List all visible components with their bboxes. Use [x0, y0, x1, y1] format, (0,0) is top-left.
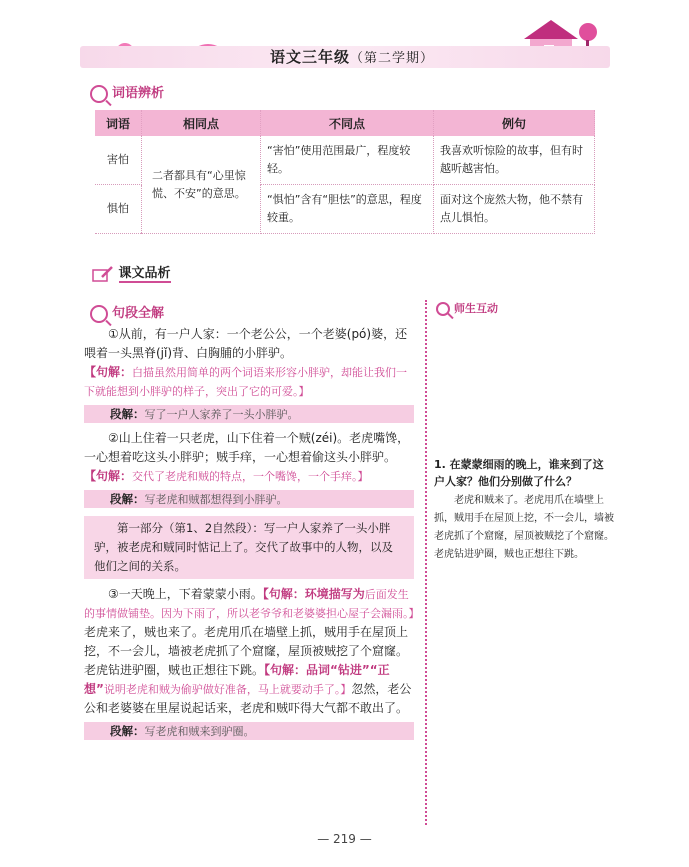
main-column: [84, 325, 420, 740]
column-divider: [425, 300, 427, 825]
page-number: — 219 —: [317, 832, 372, 846]
grade-title: 语文三年级: [270, 48, 351, 66]
paragraph-summary-bar-2: 段解：写老虎和贼都想得到小胖驴。: [84, 490, 414, 508]
header-title: [270, 46, 434, 67]
paragraph-summary-bar-1: 段解：写了一户人家养了一头小胖驴。: [84, 405, 414, 423]
word-comparison-table: [95, 110, 595, 234]
sentence-note-2: 【句解：交代了老虎和贼的特点，一个嘴馋，一个手痒。】: [84, 469, 369, 483]
magnifier-icon: [436, 302, 450, 316]
paragraph-2: ②山上住着一只老虎，山下住着一个贼(zéi)。老虎嘴馋，一心想着吃这头小胖驴；贼手痒，一心想着偷这头小胖驴。: [84, 431, 410, 464]
sentence-note-1: 【句解：白描虽然用简单的两个词语来形容小胖驴，却能让我们一下就能想到小胖驴的样子，突出了它的可爱。】: [84, 365, 408, 398]
difference-cell: “害怕”使用范围最广，程度较轻。: [261, 136, 434, 185]
word-cell: 害怕: [95, 136, 142, 185]
paragraph-summary-bar-3: 段解：写老虎和贼来到驴圈。: [84, 722, 414, 740]
semester-subtitle: （第二学期）: [350, 51, 435, 66]
column-header: 词语: [95, 110, 142, 136]
side-question: 1. 在蒙蒙细雨的晚上，谁来到了这户人家？他们分别做了什么？: [434, 458, 604, 488]
word-cell: 惧怕: [95, 185, 142, 234]
side-title: 师生互动: [436, 300, 498, 316]
pencil-book-icon: [92, 265, 114, 283]
magnifier-icon: [90, 305, 108, 323]
section-title-word-analysis: 词语辨析: [90, 82, 164, 103]
difference-cell: “惧怕”含有“胆怯”的意思，程度较重。: [261, 185, 434, 234]
paragraph-1: ①从前，有一户人家：一个老公公，一个老婆(pó)婆，还喂着一头黑脊(jǐ)背、白胸脯的小胖驴。: [84, 327, 408, 360]
column-header: 例句: [434, 110, 595, 136]
example-cell: 我喜欢听惊险的故事，但有时越听越害怕。: [434, 136, 595, 185]
column-header: 不同点: [261, 110, 434, 136]
section-title-sentence-analysis: 句段全解: [90, 302, 164, 323]
table-row: [95, 136, 595, 185]
part-summary-box: 第一部分（第1、2自然段）：写一户人家养了一头小胖驴，被老虎和贼同时惦记上了。交代了故事中的人物，以及他们之间的关系。: [84, 516, 414, 579]
magnifier-icon: [90, 85, 108, 103]
column-header: 相同点: [142, 110, 261, 136]
side-answer: 老虎和贼来了。老虎用爪在墙壁上抓，贼用手在屋顶上挖，不一会儿，墙被老虎抓了个窟窿，屋顶被贼挖了个窟窿。老虎钻进驴圈，贼也正想往下跳。: [434, 495, 614, 560]
table-header-row: [95, 110, 595, 136]
example-cell: 面对这个庞然大物，他不禁有点儿惧怕。: [434, 185, 595, 234]
section-title-text-analysis: 课文品析: [92, 262, 171, 283]
paragraph-3: ③一天晚上，下着蒙蒙小雨。【句解：环境描写为后面发生的事情做铺垫。因为下雨了，所以老爷爷和老婆婆担心屋子会漏雨。】老虎来了，贼也来了。老虎用爪在墙壁上抓，贼用手在屋顶上挖，不一会儿，墙被老虎抓了个窟窿，屋顶被贼挖了个窟窿。老虎钻进驴圈，贼也正想往下跳。【句解：品词“钻进”“正想”说明老虎和贼为偷驴做好准备，马上就要动手了。】忽然，老公公和老婆婆在里屋说起话来，老虎和贼吓得大气都不敢出了。: [84, 587, 420, 715]
common-meaning-cell: 二者都具有“心里惊慌、不安”的意思。: [142, 136, 261, 234]
